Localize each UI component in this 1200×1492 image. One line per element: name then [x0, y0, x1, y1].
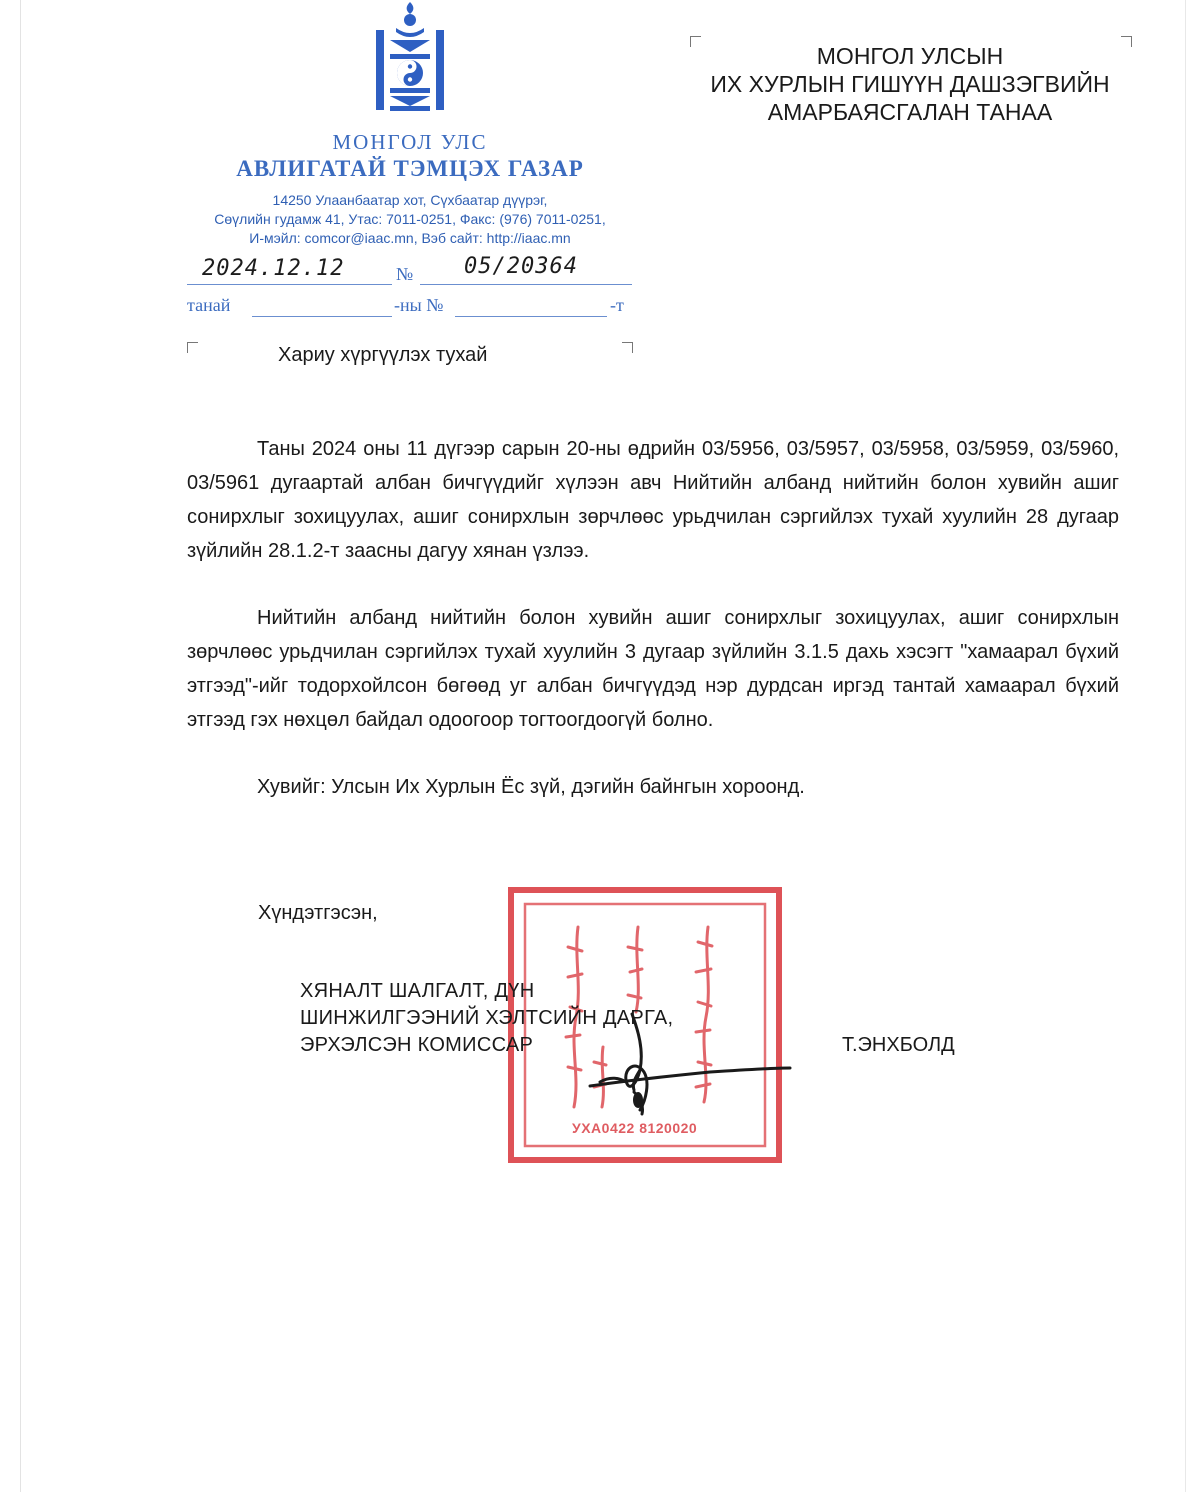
body-paragraph-text: Таны 2024 оны 11 дүгээр сарын 20-ны өдрийн 03/5956, 03/5957, 03/5958, 03/5959, 03/5960, 03/5961 дугаартай албан бичгүүдийг хүлээн авч Нийтийн албанд нийтийн болон хувийн ашиг сонирхлыг зохицуулах, ашиг сонирхлын зөрчлөөс урьдчилан сэргийлэх тухай хуулийн 28 дугаар зүйлийн 28.1.2-т заасны дагуу хянан үзлээ. — [187, 438, 1119, 562]
reply-ref-prefix: танай — [187, 295, 231, 315]
stamp-code: УХА0422 8120020 — [572, 1120, 698, 1136]
addressee-line: МОНГОЛ УЛСЫН — [816, 43, 1004, 69]
letterhead-address-line: Сөүлийн гудамж 41, Утас: 7011-0251, Факс: (976) 7011-0251, — [214, 211, 606, 227]
reply-date-underline — [252, 316, 392, 317]
signer-title-line: ЭРХЭЛСЭН КОМИССАР — [300, 1034, 534, 1056]
letter-number: 05/20364 — [464, 254, 578, 279]
letter-subject: Хариу хүргүүлэх тухай — [278, 344, 488, 366]
reply-ref-suffix: -т — [610, 295, 624, 315]
body-paragraph — [187, 601, 1119, 737]
date-underline — [187, 284, 392, 285]
body-paragraph-text: Нийтийн албанд нийтийн болон хувийн ашиг сонирхлыг зохицуулах, ашиг сонирхлын зөрчлөөс урьдчилан сэргийлэх тухай хуулийн 3 дугаар зүйлийн 3.1.5 дахь хэсэгт "хамаарал бүхий этгээд"-ийг тодорхойлсон бөгөөд уг албан бичгүүдэд нэр дурдсан иргэд тантай хамаарал бүхий этгээд гэх нөхцөл байдал одоогоор тогтоогдоогүй болно. — [187, 607, 1119, 731]
soyombo-emblem-icon — [372, 0, 448, 112]
page-edge-left — [20, 0, 21, 1492]
addressee-line: АМАРБАЯСГАЛАН ТАНАА — [767, 99, 1053, 125]
subject-corner-mark — [187, 342, 198, 353]
handwritten-signature — [540, 1010, 810, 1130]
signer-title-line: ХЯНАЛТ ШАЛГАЛТ, ДҮН — [300, 980, 535, 1002]
letterhead-address-line: 14250 Улаанбаатар хот, Сүхбаатар дүүрэг, — [272, 192, 548, 208]
letter-date: 2024.12.12 — [202, 256, 345, 281]
number-label: № — [396, 264, 414, 284]
copy-to-line — [187, 770, 1119, 804]
number-underline — [420, 284, 632, 285]
closing-regards: Хүндэтгэсэн, — [258, 902, 378, 924]
letterhead-country: МОНГОЛ УЛС — [332, 130, 488, 154]
copy-to-text: Хувийг: Улсын Их Хурлын Ёс зүй, дэгийн байнгын хороонд. — [257, 776, 805, 798]
letterhead-contact-line: И-мэйл: comcor@iaac.mn, Вэб сайт: http://iaac.mn — [249, 230, 571, 246]
letterhead-org-name: АВЛИГАТАЙ ТЭМЦЭХ ГАЗАР — [236, 156, 584, 181]
reply-ref-middle: -ны № — [394, 295, 444, 315]
body-paragraph — [187, 432, 1119, 568]
reply-number-underline — [455, 316, 607, 317]
signer-title-line: ШИНЖИЛГЭЭНИЙ ХЭЛТСИЙН ДАРГА, — [300, 1007, 674, 1029]
signer-name: Т.ЭНХБОЛД — [842, 1034, 955, 1056]
page-edge-right — [1185, 0, 1186, 1492]
subject-corner-mark — [622, 342, 633, 353]
addressee-line: ИХ ХУРЛЫН ГИШҮҮН ДАШЗЭГВИЙН — [710, 71, 1110, 97]
addressee-block — [690, 42, 1130, 126]
